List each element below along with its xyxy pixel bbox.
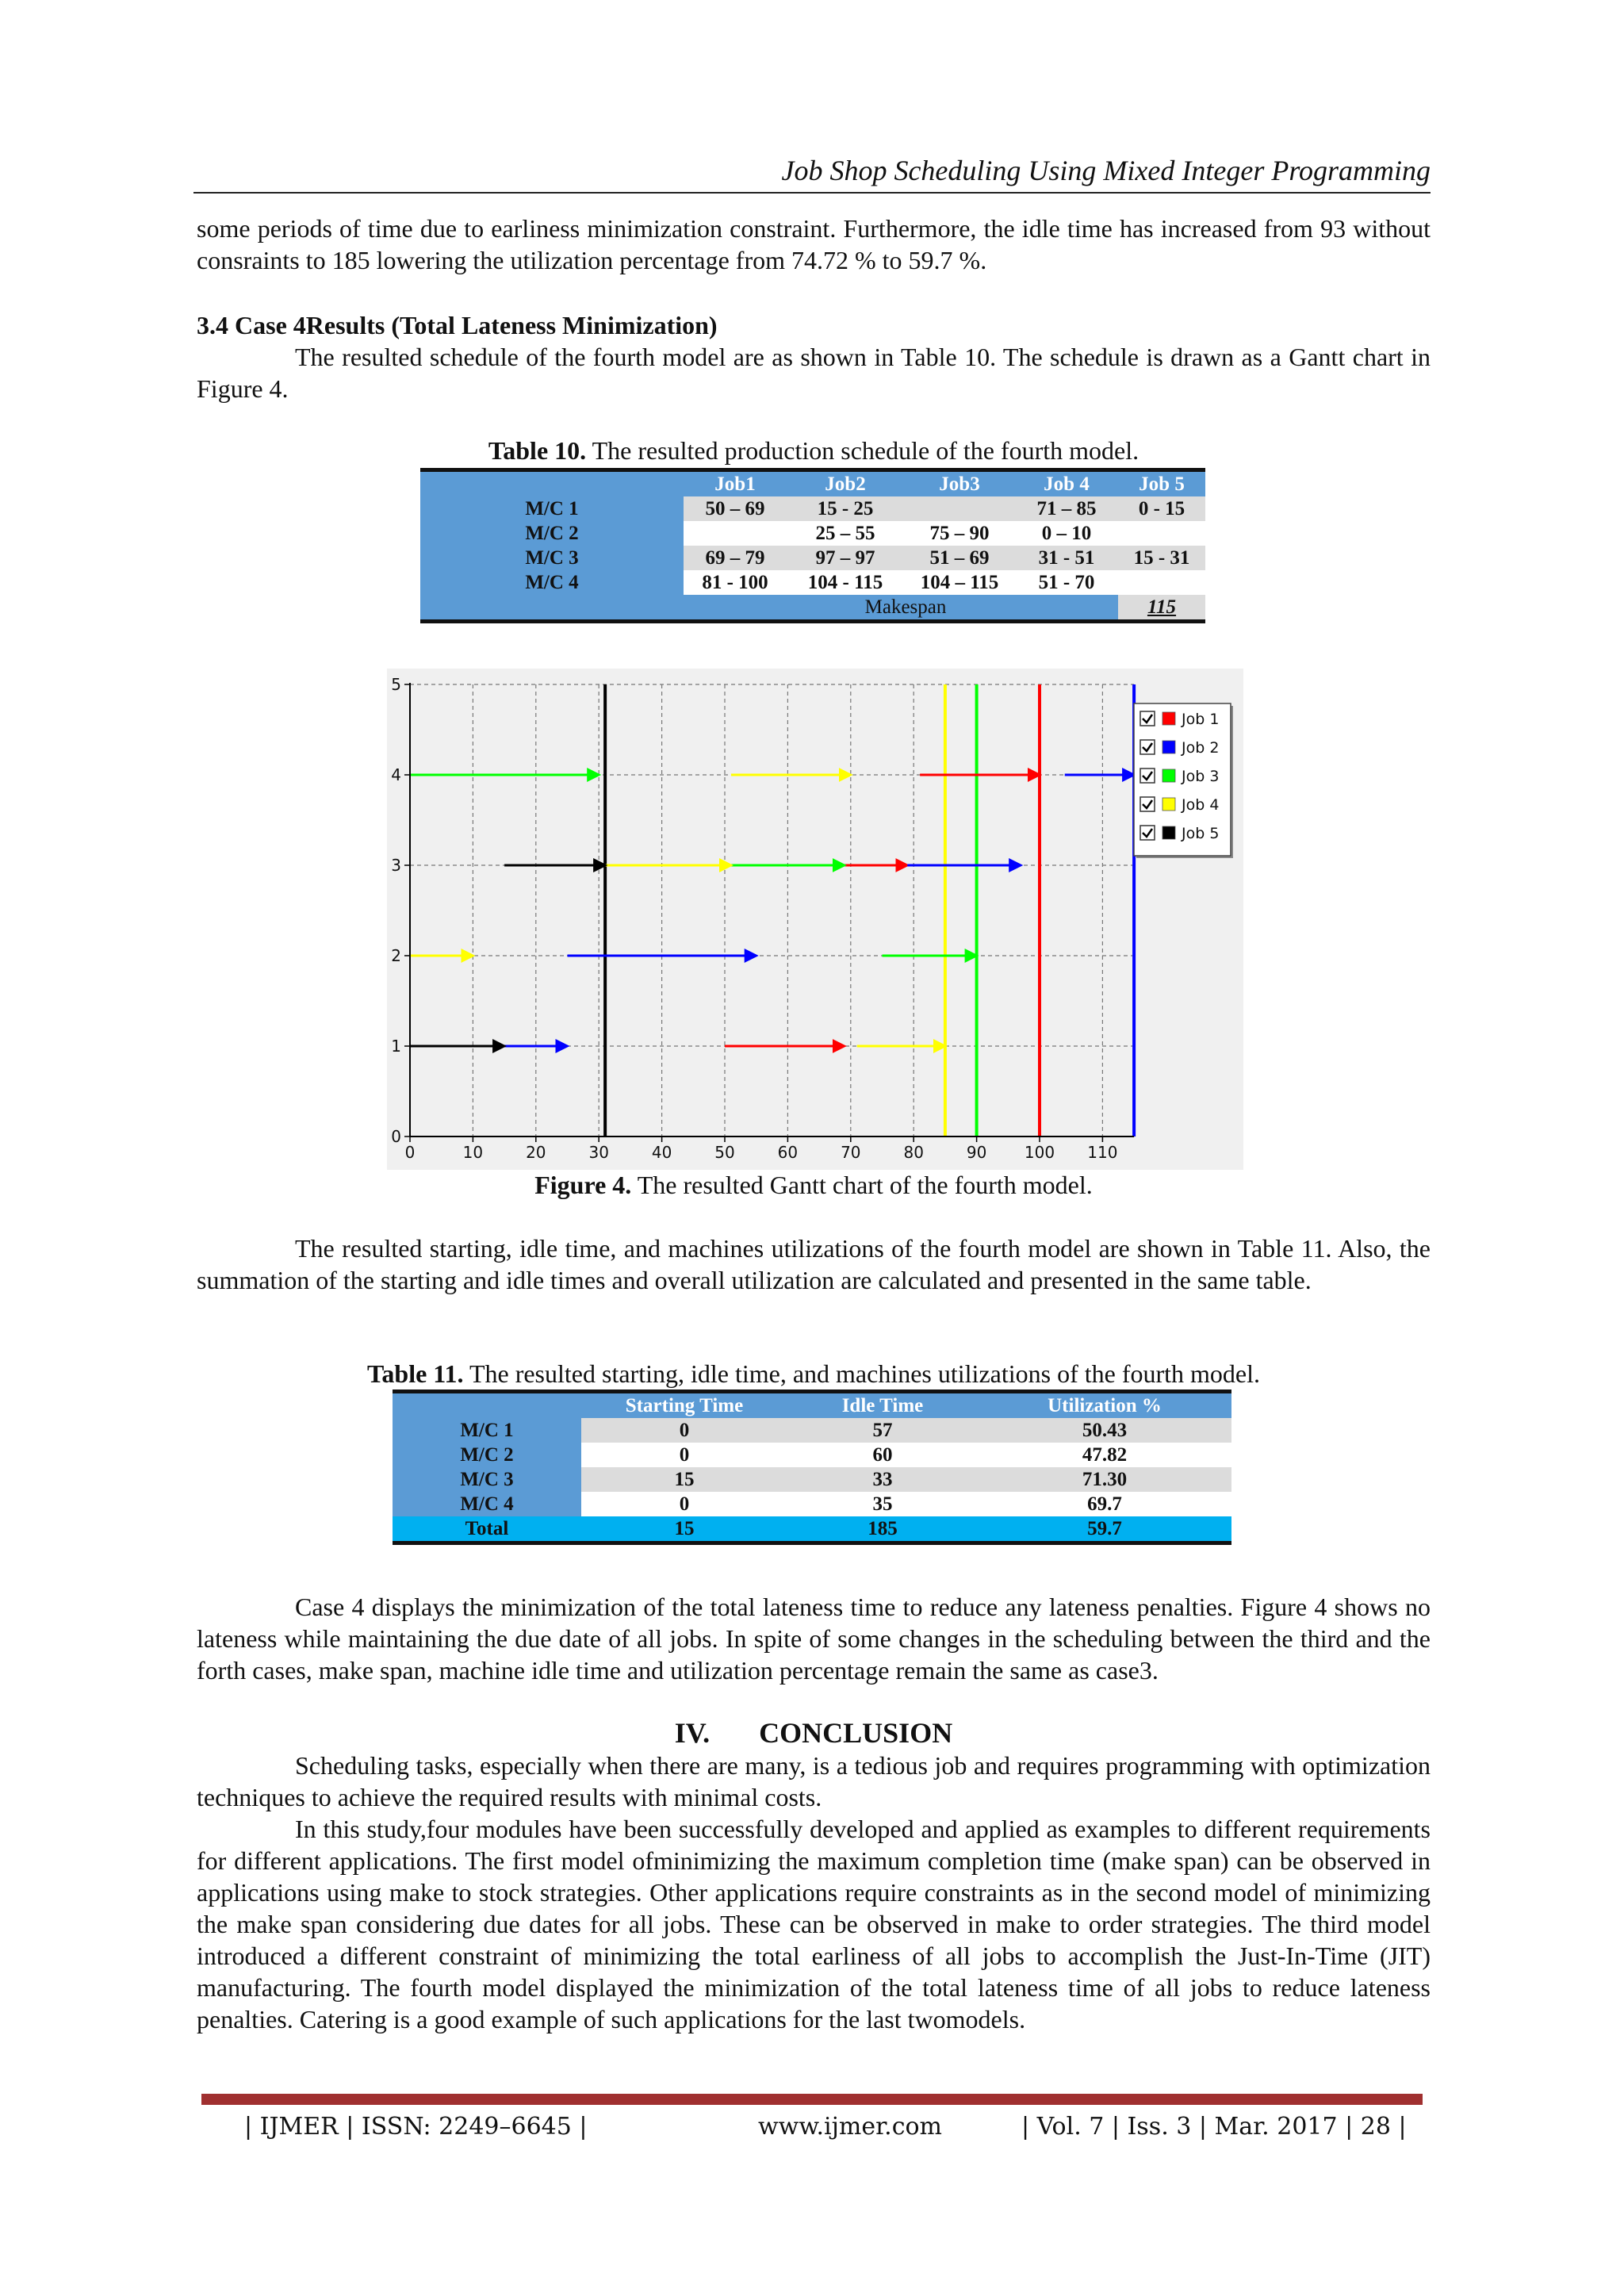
table10-cell: 0 - 15	[1118, 496, 1205, 521]
header-rule	[193, 192, 1431, 194]
x-tick-label: 60	[777, 1143, 799, 1162]
legend-label: Job 4	[1182, 796, 1220, 814]
x-tick-label: 100	[1024, 1143, 1055, 1162]
table10-col-header: Job1	[714, 473, 756, 495]
conclusion-heading-text: CONCLUSION	[759, 1717, 953, 1749]
table10-cell: 104 – 115	[904, 570, 1015, 595]
makespan-value: 115	[1118, 595, 1205, 622]
footer-website-link[interactable]: www.ijmer.com	[758, 2113, 943, 2141]
table11-total-row	[393, 1516, 1231, 1543]
table11-cell: 57	[787, 1418, 978, 1443]
table10-cell: 51 – 69	[904, 546, 1015, 570]
legend-swatch	[1162, 741, 1175, 753]
table10-cell: 51 - 70	[1015, 570, 1118, 595]
table10-cell	[684, 521, 787, 546]
table11-col-header: Starting Time	[625, 1395, 744, 1416]
x-tick-label: 30	[588, 1143, 609, 1162]
table11-col-header: Idle Time	[841, 1395, 924, 1416]
table10-row-label: M/C 2	[420, 521, 684, 546]
conclusion-paragraph-2: In this study,four modules have been successfully developed and applied as examples to different requirements for different applications. The first model ofminimizing the maximum completion time (make span) can be observed in applications using make to stock strategies. Other applications require constraints as in the second model of minimizing the make span considering due dates for all jobs. These can be observed in make to order strategies. The third model introduced a different constraint of minimizing the total earliness of all jobs to accomplish the Just-In-Time (JIT) manufacturing. The fourth model displayed the minimization of the total lateness time of all jobs to reduce lateness penalties. Catering is a good example of such applications for the last twomodels.	[197, 1815, 1431, 2033]
y-tick-label: 5	[391, 675, 401, 694]
x-tick-label: 20	[526, 1143, 546, 1162]
table10-cell: 15 - 31	[1118, 546, 1205, 570]
table11-total-cell: 59.7	[1087, 1518, 1122, 1539]
y-tick-label: 4	[391, 765, 401, 784]
table11-col-header: Utilization %	[1048, 1395, 1162, 1416]
table10-cell: 0 – 10	[1015, 521, 1118, 546]
table11-caption-text: The resulted starting, idle time, and machines utilizations of the fourth model.	[463, 1359, 1261, 1388]
table10-cell: 69 – 79	[684, 546, 787, 570]
legend-checkbox-icon	[1140, 826, 1155, 840]
table10-row-label: M/C 1	[420, 496, 684, 521]
table11-cell: 71.30	[978, 1467, 1231, 1492]
paragraph-case4: Case 4 displays the minimization of the total lateness time to reduce any lateness penalties. Figure 4 shows no lateness while maintaining the due date of all jobs. In spite of some changes in the scheduling between the third and the forth cases, make span, machine idle time and utilization percentage remain the same as case3.	[197, 1593, 1431, 1685]
table11-cell: 47.82	[978, 1443, 1231, 1467]
table10-caption	[197, 435, 1431, 466]
table11	[393, 1389, 1231, 1545]
conclusion-paragraph-1: Scheduling tasks, especially when there are many, is a tedious job and requires programming with optimization techniques to achieve the required results with minimal costs.	[197, 1751, 1431, 1811]
table11-row-label: M/C 1	[393, 1418, 581, 1443]
table11-header-row	[393, 1392, 1231, 1419]
table10-cell: 81 - 100	[684, 570, 787, 595]
table11-caption	[197, 1358, 1431, 1389]
table11-caption-label: Table 11.	[366, 1359, 464, 1388]
table11-cell: 0	[581, 1492, 787, 1516]
table11-row-label: M/C 4	[393, 1492, 581, 1516]
table10-caption-text: The resulted production schedule of the fourth model.	[586, 436, 1139, 465]
x-tick-label: 50	[714, 1143, 735, 1162]
table10-col-header: Job 4	[1044, 473, 1090, 495]
legend-checkbox-icon	[1140, 711, 1155, 726]
running-title: Job Shop Scheduling Using Mixed Integer Programming	[781, 155, 1431, 186]
table11-cell: 35	[787, 1492, 978, 1516]
table10-col-header: Job 5	[1139, 473, 1185, 495]
table10	[420, 468, 1205, 623]
table10-cell	[904, 496, 1015, 521]
table11-cell: 0	[581, 1443, 787, 1467]
table11-cell: 33	[787, 1467, 978, 1492]
table10-col-header: Job3	[939, 473, 980, 495]
legend-checkbox-icon	[1140, 740, 1155, 754]
footer-journal-issn: | IJMER | ISSN: 2249–6645 |	[244, 2113, 588, 2141]
x-tick-label: 90	[966, 1143, 987, 1162]
table11-total-cell: 15	[674, 1518, 695, 1539]
chart-legend	[1134, 703, 1233, 858]
legend-swatch	[1162, 826, 1175, 839]
legend-swatch	[1162, 769, 1175, 782]
table10-cell: 31 - 51	[1015, 546, 1118, 570]
legend-checkbox-icon	[1140, 769, 1155, 783]
paragraph-top: some periods of time due to earliness minimization constraint. Furthermore, the idle time has increased from 93 without consraints to 185 lowering the utilization percentage from 74.72 % to 59.7 %.	[197, 214, 1431, 274]
table10-row-label: M/C 4	[420, 570, 684, 595]
legend-checkbox-icon	[1140, 797, 1155, 811]
table11-row-label: M/C 3	[393, 1467, 581, 1492]
table10-col-header: Job2	[825, 473, 866, 495]
table10-cell: 25 – 55	[787, 521, 904, 546]
x-tick-label: 110	[1087, 1143, 1118, 1162]
table11-cell: 0	[581, 1418, 787, 1443]
table-row	[420, 570, 1205, 595]
table10-makespan-row	[420, 595, 1205, 622]
table11-cell: 69.7	[978, 1492, 1231, 1516]
figure4-caption	[197, 1169, 1431, 1201]
table-row	[393, 1467, 1231, 1492]
y-tick-label: 3	[391, 856, 401, 875]
table10-cell: 15 - 25	[787, 496, 904, 521]
table-row	[420, 546, 1205, 570]
table10-cell: 71 – 85	[1015, 496, 1118, 521]
table10-cell: 97 – 97	[787, 546, 904, 570]
x-tick-label: 40	[651, 1143, 672, 1162]
section-3-4-body: The resulted schedule of the fourth model are as shown in Table 10. The schedule is drawn as a Gantt chart in Figure 4.	[197, 343, 1431, 403]
table-row	[420, 521, 1205, 546]
figure4-caption-label: Figure 4.	[534, 1171, 632, 1199]
legend-label: Job 2	[1182, 739, 1220, 757]
table11-total-cell: 185	[868, 1518, 898, 1539]
conclusion-heading	[197, 1716, 1431, 1750]
legend-swatch	[1162, 712, 1175, 725]
x-tick-label: 70	[841, 1143, 861, 1162]
legend-label: Job 1	[1182, 711, 1220, 728]
table-row	[420, 496, 1205, 521]
table10-cell: 50 – 69	[684, 496, 787, 521]
gantt-chart	[387, 669, 1243, 1170]
table10-cell: 104 - 115	[787, 570, 904, 595]
chart-background	[387, 669, 1243, 1170]
table11-row-label: M/C 2	[393, 1443, 581, 1467]
x-tick-label: 10	[462, 1143, 484, 1162]
footer-volume-page: | Vol. 7 | Iss. 3 | Mar. 2017 | 28 |	[1021, 2113, 1407, 2141]
x-tick-label: 0	[404, 1143, 416, 1162]
table11-total-label: Total	[465, 1518, 509, 1539]
table10-header-row	[420, 470, 1205, 497]
legend-swatch	[1162, 798, 1175, 811]
legend-label: Job 5	[1182, 825, 1220, 842]
y-tick-label: 1	[391, 1037, 401, 1056]
table-row	[393, 1418, 1231, 1443]
legend-label: Job 3	[1182, 768, 1220, 785]
figure4-caption-text: The resulted Gantt chart of the fourth model.	[631, 1171, 1093, 1199]
table-row	[393, 1492, 1231, 1516]
table10-cell: 75 – 90	[904, 521, 1015, 546]
table-row	[393, 1443, 1231, 1467]
x-tick-label: 80	[903, 1143, 924, 1162]
table11-cell: 15	[581, 1467, 787, 1492]
conclusion-heading-number: IV.	[674, 1717, 710, 1749]
table10-row-label: M/C 3	[420, 546, 684, 570]
y-tick-label: 2	[391, 946, 401, 965]
table11-cell: 50.43	[978, 1418, 1231, 1443]
table11-cell: 60	[787, 1443, 978, 1467]
y-tick-label: 0	[391, 1127, 401, 1146]
section-heading-3-4: 3.4 Case 4Results (Total Lateness Minimization)	[197, 311, 718, 339]
table10-cell	[1118, 521, 1205, 546]
footer-rule	[201, 2094, 1423, 2105]
paragraph-table11-intro: The resulted starting, idle time, and machines utilizations of the fourth model are shown in Table 11. Also, the summation of the starting and idle times and overall utilization are calculated and presented in the same table.	[197, 1234, 1431, 1294]
table10-cell	[1118, 570, 1205, 595]
table10-caption-label: Table 10.	[488, 436, 587, 465]
makespan-label: Makespan	[684, 595, 1118, 622]
